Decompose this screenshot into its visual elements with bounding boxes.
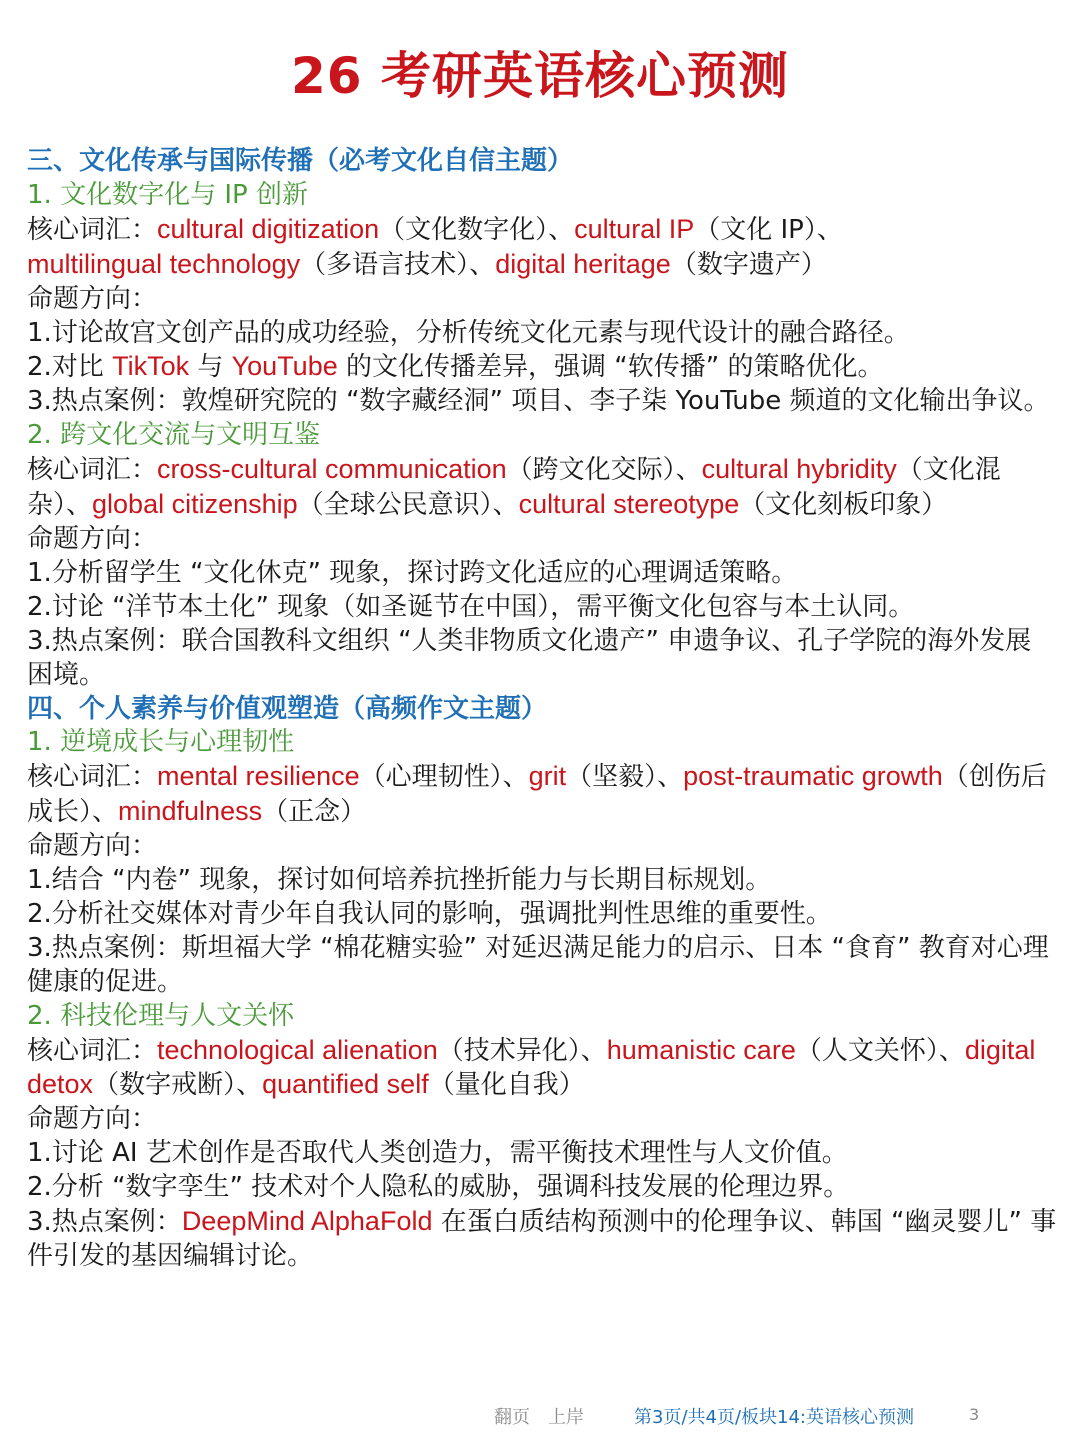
vocab-line (27, 1034, 1057, 1104)
vocab-translation: （文化刻板印象） (739, 490, 948, 521)
vocab-term: post-traumatic growth (683, 761, 943, 792)
next-page-link[interactable]: 上岸 (548, 1407, 584, 1428)
vocab-term: grit (528, 761, 567, 792)
vocab-translation: （多语言技术）、 (300, 249, 496, 280)
vocab-term: digital heritage (495, 248, 671, 279)
vocab-translation: （人文关怀）、 (795, 1035, 965, 1066)
direction-label: 命题方向： (27, 283, 158, 314)
vocab-term: multilingual technology (27, 248, 301, 279)
direction-item (27, 350, 1057, 385)
footer (0, 1403, 1080, 1433)
vocab-translation: （文化数字化）、 (379, 214, 575, 245)
direction-item: 3.热点案例：斯坦福大学 “棉花糖实验” 对延迟满足能力的启示、日本 “食育” 教育对心理健康的促进。 (27, 932, 1049, 997)
vocab-line (27, 248, 1057, 283)
text-run: 与 (189, 352, 232, 383)
vocab-translation: （数字戒断）、 (93, 1070, 263, 1101)
page-title: 26 考研英语核心预测 (291, 47, 789, 105)
vocab-line (27, 213, 1057, 248)
direction-label: 命题方向： (27, 831, 158, 862)
vocab-term: mindfulness (118, 796, 263, 827)
vocab-translation: （创伤后成长）、 (27, 762, 1047, 828)
vocab-term: cultural digitization (157, 213, 380, 244)
vocab-label: 核心词汇： (27, 1035, 158, 1066)
section-heading: 三、文化传承与国际传播（必考文化自信主题） (27, 146, 574, 176)
prev-page-link[interactable]: 翻页 (494, 1407, 530, 1428)
vocab-line (27, 453, 1057, 523)
topic-heading: 1. 文化数字化与 IP 创新 (27, 179, 308, 210)
topic-heading: 2. 跨文化交流与文明互鉴 (27, 420, 321, 451)
direction-item (27, 1205, 1057, 1274)
vocab-term: mental resilience (157, 761, 360, 792)
page-info: 第3页/共4页/板块14:英语核心预测 (634, 1407, 915, 1428)
topic-heading: 2. 科技伦理与人文关怀 (27, 1000, 295, 1031)
text-run: 在蛋白质结构预测中的伦理争议、韩国 “幽灵婴儿” 事件引发的基因编辑讨论。 (27, 1207, 1057, 1271)
vocab-translation: （跨文化交际）、 (506, 455, 702, 486)
vocab-term: cultural stereotype (518, 489, 740, 520)
direction-item: 2.分析社交媒体对青少年自我认同的影响，强调批判性思维的重要性。 (27, 898, 832, 929)
vocab-label: 核心词汇： (27, 455, 158, 486)
vocab-term: cross-cultural communication (157, 454, 507, 485)
vocab-term: DeepMind AlphaFold (181, 1206, 433, 1237)
topic-heading: 1. 逆境成长与心理韧性 (27, 727, 295, 758)
direction-item: 3.热点案例：联合国教科文组织 “人类非物质文化遗产” 申遗争议、孔子学院的海外发展困境。 (27, 625, 1032, 690)
direction-label: 命题方向： (27, 1104, 158, 1135)
vocab-line (27, 760, 1057, 830)
vocab-term: cultural hybridity (701, 454, 897, 485)
vocab-translation: （坚毅）、 (566, 762, 684, 793)
page-number: 3 (969, 1405, 980, 1424)
vocab-term: quantified self (262, 1069, 429, 1100)
vocab-term: YouTube (231, 351, 338, 382)
text-run: 2.对比 (27, 352, 113, 383)
vocab-translation: （文化 IP）、 (694, 214, 843, 245)
section-heading: 四、个人素养与价值观塑造（高频作文主题） (27, 693, 548, 724)
direction-item: 1.讨论故宫文创产品的成功经验，分析传统文化元素与现代设计的融合路径。 (27, 317, 910, 348)
vocab-label: 核心词汇： (27, 762, 158, 793)
vocab-translation: （全球公民意识）、 (297, 490, 519, 521)
direction-item: 1.分析留学生 “文化休克” 现象，探讨跨文化适应的心理调适策略。 (27, 557, 798, 588)
direction-item: 1.结合 “内卷” 现象，探讨如何培养抗挫折能力与长期目标规划。 (27, 865, 772, 896)
document-body (27, 145, 1057, 1274)
vocab-term: digital detox (27, 1034, 1036, 1100)
vocab-translation: （心理韧性）、 (359, 762, 529, 793)
vocab-term: TikTok (112, 351, 190, 382)
vocab-term: global citizenship (92, 489, 298, 520)
vocab-label: 核心词汇： (27, 214, 158, 245)
text-run: 3.热点案例： (27, 1207, 182, 1238)
direction-label: 命题方向： (27, 523, 158, 554)
vocab-term: cultural IP (574, 213, 695, 244)
vocab-translation: （数字遗产） (670, 249, 827, 280)
vocab-translation: （正念） (262, 797, 367, 828)
text-run: 的文化传播差异，强调 “软传播” 的策略优化。 (337, 352, 884, 383)
vocab-term: humanistic care (606, 1034, 796, 1065)
direction-item: 1.讨论 AI 艺术创作是否取代人类创造力，需平衡技术理性与人文价值。 (27, 1138, 848, 1169)
direction-item: 3.热点案例：敦煌研究院的 “数字藏经洞” 项目、李子柒 YouTube 频道的文化输出争议。 (27, 386, 1050, 417)
vocab-term: technological alienation (157, 1034, 438, 1065)
vocab-translation: （文化混杂）、 (27, 455, 1001, 521)
vocab-translation: （量化自我） (428, 1070, 585, 1101)
direction-item: 2.讨论 “洋节本土化” 现象（如圣诞节在中国），需平衡文化包容与本土认同。 (27, 591, 915, 622)
direction-item: 2.分析 “数字孪生” 技术对个人隐私的威胁，强调科技发展的伦理边界。 (27, 1172, 850, 1203)
vocab-translation: （技术异化）、 (437, 1035, 607, 1066)
